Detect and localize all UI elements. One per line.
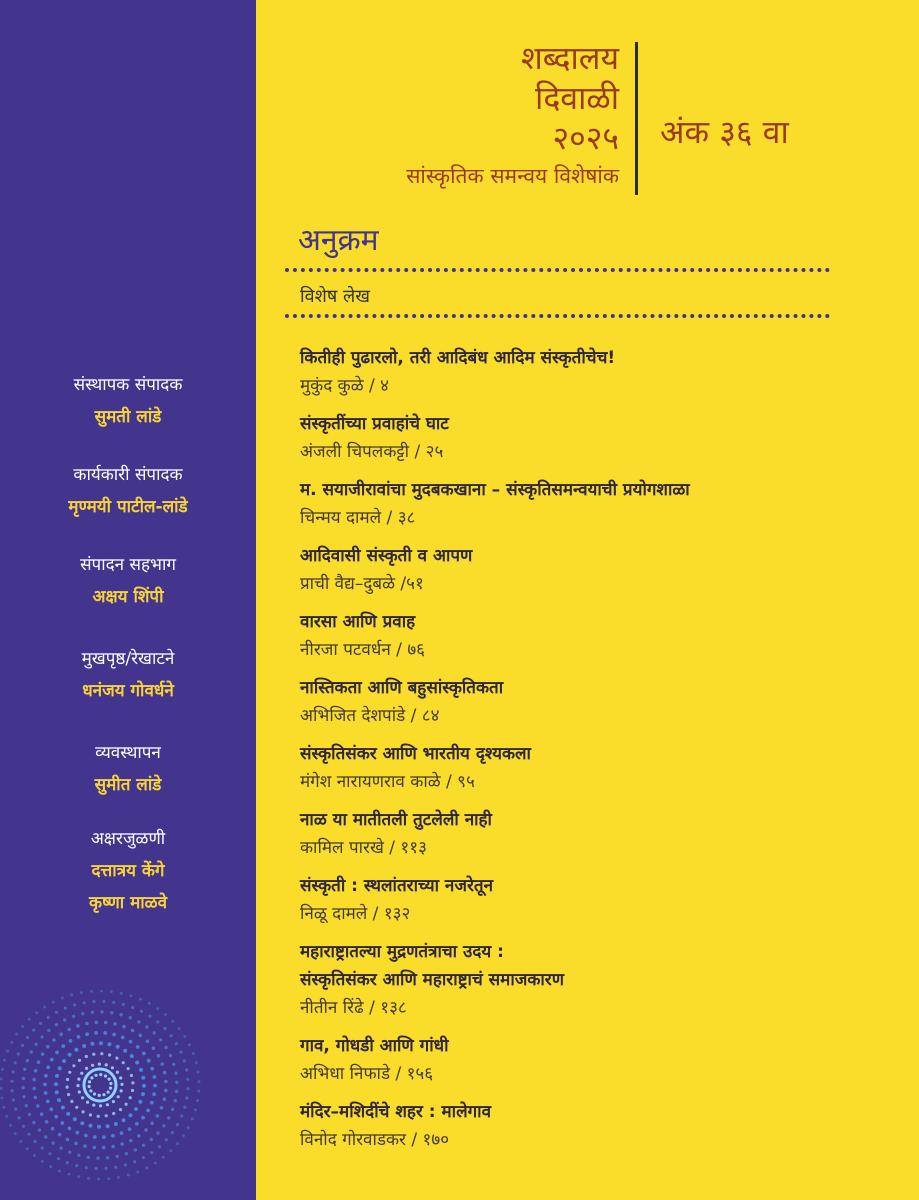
article-title: संस्कृतींच्या प्रवाहांचे घाट [300, 414, 449, 434]
article-author-page: चिन्मय दामले / ३८ [300, 508, 416, 528]
article-author-page: नीरजा पटवर्धन / ७६ [300, 640, 425, 660]
edition-year: २०२५ [552, 119, 619, 157]
article-title: कितीही पुढारलो, तरी आदिबंध आदिम संस्कृतीचेच! [300, 348, 616, 368]
credit-editorial-assistance [0, 554, 256, 618]
credit-management [0, 742, 256, 806]
toc-entry [300, 806, 900, 862]
toc-entry [300, 674, 900, 730]
dotted-divider [285, 314, 830, 318]
credit-typesetting [0, 828, 256, 924]
toc-entry [300, 542, 900, 598]
toc-entry [300, 1098, 900, 1154]
article-title: संस्कृतिसंकर आणि भारतीय दृश्यकला [300, 744, 531, 764]
dotted-divider [285, 268, 830, 272]
article-author-page: नीतीन रिंढे / १३८ [300, 998, 407, 1018]
credit-executive-editor [0, 464, 256, 528]
credit-role: कार्यकारी संपादक [73, 465, 183, 485]
edition-name: दिवाळी [535, 79, 619, 117]
article-title: महाराष्ट्रातल्या मुद्रणतंत्राचा उदय : [300, 942, 504, 962]
credit-role: व्यवस्थापन [95, 743, 161, 763]
article-author-page: निळू दामले / १३२ [300, 904, 411, 924]
credit-name: अक्षय शिंपी [92, 587, 164, 607]
masthead-title-block [406, 38, 619, 189]
magazine-title: शब्दालय [521, 39, 619, 77]
credit-role: अक्षरजुळणी [90, 829, 166, 849]
article-title: गाव, गोधडी आणि गांधी [300, 1036, 449, 1056]
article-title: मंदिर–मशिदींचे शहर : मालेगाव [300, 1102, 492, 1122]
article-title: नास्तिकता आणि बहुसांस्कृतिकता [300, 678, 504, 698]
article-title: वारसा आणि प्रवाह [300, 612, 416, 632]
article-author-page: अभिजित देशपांडे / ८४ [300, 706, 440, 726]
article-title-continued: संस्कृतिसंकर आणि महाराष्ट्राचं समाजकारण [300, 970, 565, 990]
article-title: म. सयाजीरावांचा मुदबकखाना – संस्कृतिसमन्वयाची प्रयोगशाळा [300, 480, 690, 500]
credit-name: सुमीत लांडे [94, 775, 162, 795]
article-author-page: मुकुंद कुळे / ४ [300, 376, 390, 396]
credit-name: धनंजय गोवर्धने [82, 681, 174, 701]
toc-entry [300, 608, 900, 664]
article-author-page: मंगेश नारायणराव काळे / ९५ [300, 772, 475, 792]
section-label: विशेष लेख [300, 286, 370, 307]
masthead-divider [635, 42, 638, 195]
edition-subtitle: सांस्कृतिक समन्वय विशेषांक [406, 164, 619, 188]
table-of-contents [300, 344, 900, 1164]
credit-founding-editor [0, 374, 256, 438]
article-author-page: अंजली चिपलकट्टी / २५ [300, 442, 444, 462]
sidebar-credits [0, 0, 256, 1200]
toc-entry [300, 410, 900, 466]
article-title: आदिवासी संस्कृती व आपण [300, 546, 473, 566]
article-author-page: कामिल पारखे / ११३ [300, 838, 427, 858]
credit-name: कृष्णा माळवे [88, 893, 168, 913]
toc-entry [300, 740, 900, 796]
credit-name: सुमती लांडे [94, 407, 162, 427]
credit-name: दत्तात्रय केंगे [91, 861, 165, 881]
credit-cover-illustrations [0, 648, 256, 712]
issue-number: अंक ३६ वा [660, 113, 789, 151]
article-author-page: विनोद गोरवाडकर / १७० [300, 1130, 450, 1150]
article-title: नाळ या मातीतली तुटलेली नाही [300, 810, 492, 830]
credit-role: मुखपृष्ठ/रेखाटने [81, 649, 175, 669]
circular-dot-pattern-icon [0, 990, 256, 1200]
toc-entry [300, 344, 900, 400]
credit-role: संपादन सहभाग [80, 555, 176, 575]
article-author-page: प्राची वैद्य–दुबळे /५१ [300, 574, 424, 594]
article-author-page: अभिधा निफाडे / १५६ [300, 1064, 434, 1084]
toc-entry [300, 476, 900, 532]
toc-entry [300, 872, 900, 928]
toc-entry [300, 938, 900, 1022]
credit-name: मृण्मयी पाटील-लांडे [68, 497, 188, 517]
contents-heading: अनुक्रम [298, 223, 379, 258]
toc-entry [300, 1032, 900, 1088]
credit-role: संस्थापक संपादक [73, 375, 183, 395]
article-title: संस्कृती : स्थलांतराच्या नजरेतून [300, 876, 494, 896]
